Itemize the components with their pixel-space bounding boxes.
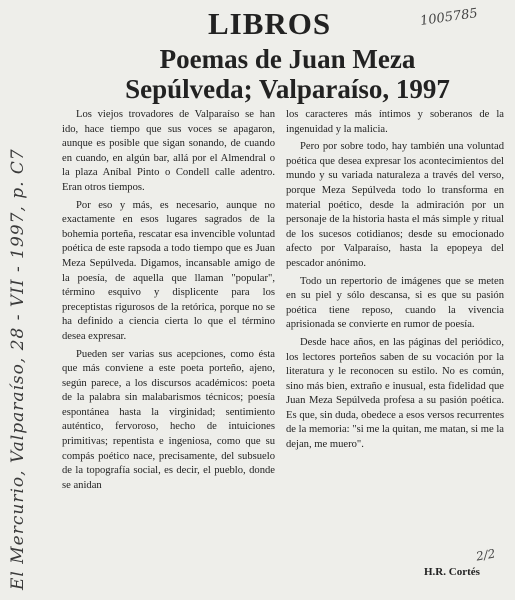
paragraph-continuation: los caracteres más íntimos y soberanos de la ingenuidad y la malicia.: [286, 109, 504, 135]
paragraph: Desde hace años, en las páginas del periódico, los lectores porteños saben de su vocación por la literatura y le reconocen su estilo. No es común, sino más bien, extraño e inusual, esta fidelidad que Juan Meza Sepúlveda profesa a su pasión poética. Es que, sin duda, obedece a esos versos recurrentes de la memoria: "si me la quitan, me matan, si me la dejan, me muero".: [286, 336, 504, 451]
paragraph: Pero por sobre todo, hay también una voluntad poética que desea expresar los acontecimientos del mundo y su variada naturaleza a través del verso, porque Meza Sepúlveda todo lo transforma en material poético, desde la admiración por un personaje de la historia hasta el más simple y ritual de los sucesos cotidianos; desde su emocionado afecto por Valparaíso, hasta la epopeya del pescador anónimo.: [286, 141, 504, 269]
handwritten-source-note: El Mercurio, Valparaíso, 28 - VII - 1997, p. C7: [8, 148, 28, 590]
article-headline: [60, 44, 515, 104]
headline-line-2: Sepúlveda; Valparaíso, 1997: [125, 74, 450, 104]
article-column-left: [62, 108, 275, 493]
paragraph: Por eso y más, es necesario, aunque no exactamente en esos lugares sagrados de la bohemia porteña, rescatar esa invencible voluntad poética de este rapsoda a todo tiempo que es Juan Meza Sepúlveda. Digamos, incansable amigo de la poesía, de aquella que llaman "popular", término esquivo y displicente para los preceptistas rigurosos de la retórica, porque no se ha definido a ciencia cierta lo que el término desea expresar.: [62, 199, 275, 342]
handwritten-catalog-number: 1005785: [419, 6, 479, 29]
paragraph: Pueden ser varias sus acepciones, como ésta que más conviene a este poeta porteño, ajeno, según parece, a los discursos académicos: poeta de la palabra sin malabarismos técnicos; poesía espontánea hasta la virginidad; sentimiento auténtico, fervoroso, hecho de intuiciones primitivas; repentista e ingeniosa, como que su compás poético nace, precisamente, del subsuelo de la topografía social, es decir, el pueblo, donde se anidan: [62, 348, 275, 491]
headline-line-1: Poemas de Juan Meza: [159, 44, 416, 74]
handwritten-page-mark: 2/2: [474, 546, 497, 564]
author-byline: H.R. Cortés: [424, 566, 480, 578]
section-title: LIBROS: [208, 6, 332, 41]
article-column-right: [286, 108, 504, 453]
paragraph: Todo un repertorio de imágenes que se meten en su piel y sólo descansa, si es que su pasión poética tiene reposo, cuando la vivencia aprisionada se convierte en rumor de poesía.: [286, 275, 504, 331]
paragraph: Los viejos trovadores de Valparaíso se han ido, hace tiempo que sus voces se apagaron, aunque es posible que sigan sonando, de cuando en cuando, en algún bar, allá por el Almendral o la plaza Aníbal Pinto o Condell calle adentro. Eran otros tiempos.: [62, 109, 275, 193]
